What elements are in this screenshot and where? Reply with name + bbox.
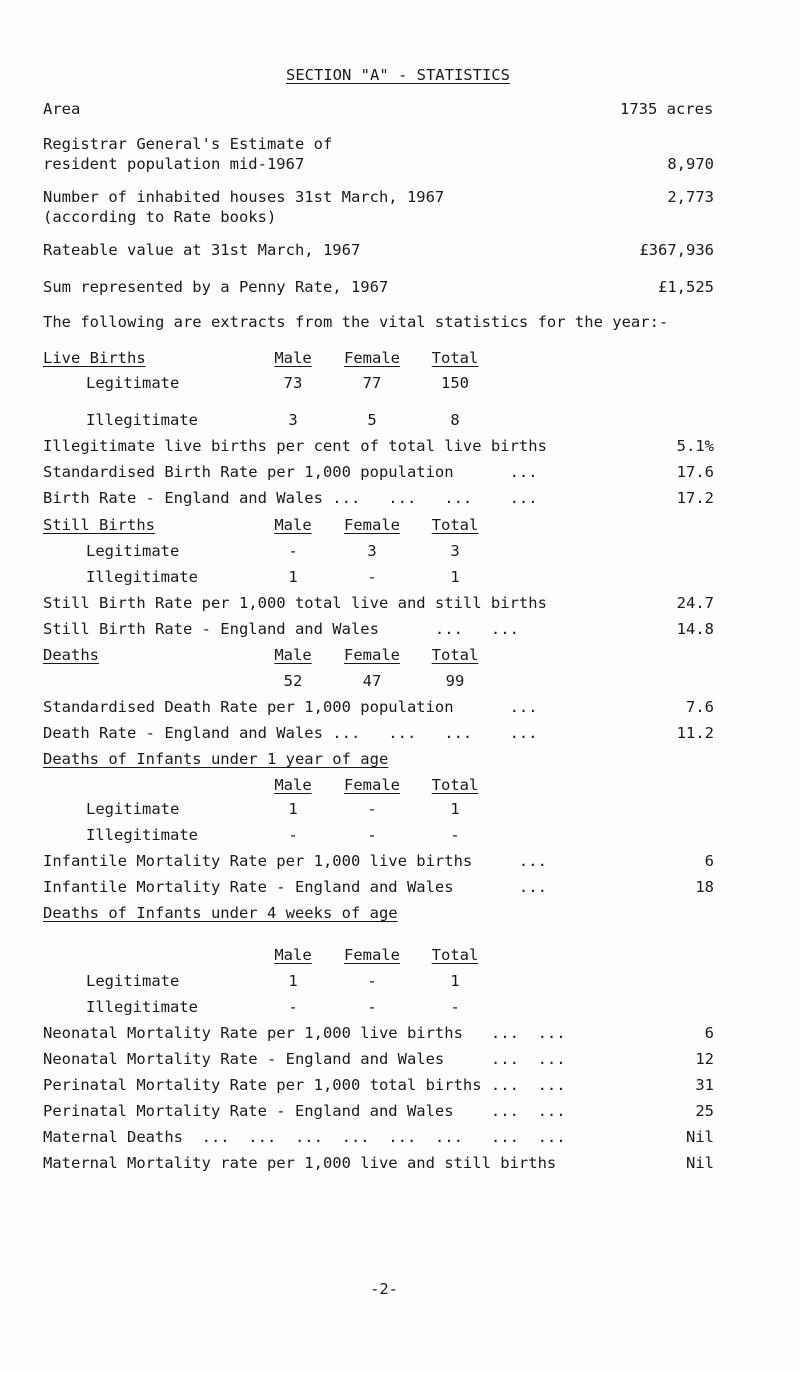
- col-total: Total: [431, 946, 479, 964]
- col-female: Female: [344, 646, 400, 664]
- col-male: Male: [274, 776, 312, 794]
- population-label-2: resident population mid-1967: [43, 155, 305, 173]
- row-label: Illegitimate: [86, 998, 198, 1016]
- stat-value: 17.2: [676, 489, 714, 507]
- infants-4wk-heading: Deaths of Infants under 4 weeks of age: [43, 904, 398, 922]
- stat-label: Infantile Mortality Rate - England and Wales ...: [43, 878, 547, 896]
- stat-label: Perinatal Mortality Rate per 1,000 total births ... ...: [43, 1076, 566, 1094]
- page-number: -2-: [370, 1280, 398, 1298]
- cell-total: 1: [450, 568, 460, 586]
- row-label: Illegitimate: [86, 826, 198, 844]
- stat-label: Infantile Mortality Rate per 1,000 live births ...: [43, 852, 547, 870]
- stat-value: 25: [695, 1102, 714, 1120]
- penny-rate-label: Sum represented by a Penny Rate, 1967: [43, 278, 389, 296]
- stat-value: 12: [695, 1050, 714, 1068]
- page-title: SECTION "A" - STATISTICS: [286, 66, 510, 84]
- col-male: Male: [274, 946, 312, 964]
- stat-label: Still Birth Rate per 1,000 total live and still births: [43, 594, 547, 612]
- stat-value: 18: [695, 878, 714, 896]
- col-female: Female: [344, 516, 400, 534]
- stat-value: 14.8: [676, 620, 714, 638]
- cell-male: 3: [288, 411, 298, 429]
- cell-female: -: [367, 998, 377, 1016]
- cell-male: -: [288, 542, 298, 560]
- stat-label: Birth Rate - England and Wales ... ... ... ...: [43, 489, 538, 507]
- stat-value: Nil: [686, 1128, 714, 1146]
- cell-total: 3: [450, 542, 460, 560]
- live-births-heading: Live Births: [43, 349, 146, 367]
- row-label: Legitimate: [86, 972, 180, 990]
- area-label: Area: [43, 100, 81, 118]
- stat-label: Neonatal Mortality Rate - England and Wales ... ...: [43, 1050, 566, 1068]
- row-label: Legitimate: [86, 374, 180, 392]
- cell-total: 150: [441, 374, 469, 392]
- col-total: Total: [431, 349, 479, 367]
- stat-label: Standardised Birth Rate per 1,000 population ...: [43, 463, 538, 481]
- stat-label: Maternal Mortality rate per 1,000 live and still births: [43, 1154, 557, 1172]
- cell-male: 1: [288, 568, 298, 586]
- cell-male: -: [288, 998, 298, 1016]
- infants-1yr-heading: Deaths of Infants under 1 year of age: [43, 750, 389, 768]
- col-male: Male: [274, 349, 312, 367]
- stat-label: Neonatal Mortality Rate per 1,000 live births ... ...: [43, 1024, 566, 1042]
- row-label: Illegitimate: [86, 411, 198, 429]
- cell-total: -: [450, 826, 460, 844]
- stat-value: 11.2: [676, 724, 714, 742]
- deaths-heading: Deaths: [43, 646, 99, 664]
- col-male: Male: [274, 646, 312, 664]
- stat-value: 7.6: [686, 698, 714, 716]
- cell-total: -: [450, 998, 460, 1016]
- col-female: Female: [344, 349, 400, 367]
- stat-value: 31: [695, 1076, 714, 1094]
- stat-label: Standardised Death Rate per 1,000 population ...: [43, 698, 538, 716]
- cell-female: -: [367, 826, 377, 844]
- col-male: Male: [274, 516, 312, 534]
- houses-label-2: (according to Rate books): [43, 208, 277, 226]
- row-label: Illegitimate: [86, 568, 198, 586]
- stat-label: Perinatal Mortality Rate - England and Wales ... ...: [43, 1102, 566, 1120]
- houses-label-1: Number of inhabited houses 31st March, 1967: [43, 188, 445, 206]
- stat-label: Death Rate - England and Wales ... ... ... ...: [43, 724, 538, 742]
- cell-total: 99: [445, 672, 465, 690]
- stat-label: Illegitimate live births per cent of total live births: [43, 437, 547, 455]
- row-label: Legitimate: [86, 542, 180, 560]
- cell-female: 47: [362, 672, 382, 690]
- cell-female: -: [367, 800, 377, 818]
- cell-female: -: [367, 972, 377, 990]
- stat-value: 6: [704, 852, 714, 870]
- still-births-heading: Still Births: [43, 516, 155, 534]
- cell-total: 1: [450, 800, 460, 818]
- intro-text: The following are extracts from the vital statistics for the year:-: [43, 313, 669, 331]
- col-total: Total: [431, 516, 479, 534]
- stat-value: 5.1%: [676, 437, 714, 455]
- penny-rate-value: £1,525: [658, 278, 714, 296]
- col-total: Total: [431, 646, 479, 664]
- cell-male: 1: [288, 972, 298, 990]
- rateable-value: £367,936: [639, 241, 714, 259]
- stat-value: 24.7: [676, 594, 714, 612]
- cell-male: 1: [288, 800, 298, 818]
- stat-value: 17.6: [676, 463, 714, 481]
- col-total: Total: [431, 776, 479, 794]
- col-female: Female: [344, 946, 400, 964]
- cell-female: 77: [362, 374, 382, 392]
- stat-label: Still Birth Rate - England and Wales ... ...: [43, 620, 519, 638]
- cell-male: -: [288, 826, 298, 844]
- stat-label: Maternal Deaths ... ... ... ... ... ... ... ...: [43, 1128, 566, 1146]
- stat-value: Nil: [686, 1154, 714, 1172]
- row-label: Legitimate: [86, 800, 180, 818]
- stat-value: 6: [704, 1024, 714, 1042]
- cell-female: -: [367, 568, 377, 586]
- population-label-1: Registrar General's Estimate of: [43, 135, 333, 153]
- cell-female: 3: [367, 542, 377, 560]
- cell-total: 1: [450, 972, 460, 990]
- cell-male: 73: [283, 374, 303, 392]
- population-value: 8,970: [667, 155, 714, 173]
- cell-female: 5: [367, 411, 377, 429]
- col-female: Female: [344, 776, 400, 794]
- rateable-label: Rateable value at 31st March, 1967: [43, 241, 361, 259]
- cell-male: 52: [283, 672, 303, 690]
- houses-value: 2,773: [667, 188, 714, 206]
- area-value: 1735 acres: [620, 100, 714, 118]
- cell-total: 8: [450, 411, 460, 429]
